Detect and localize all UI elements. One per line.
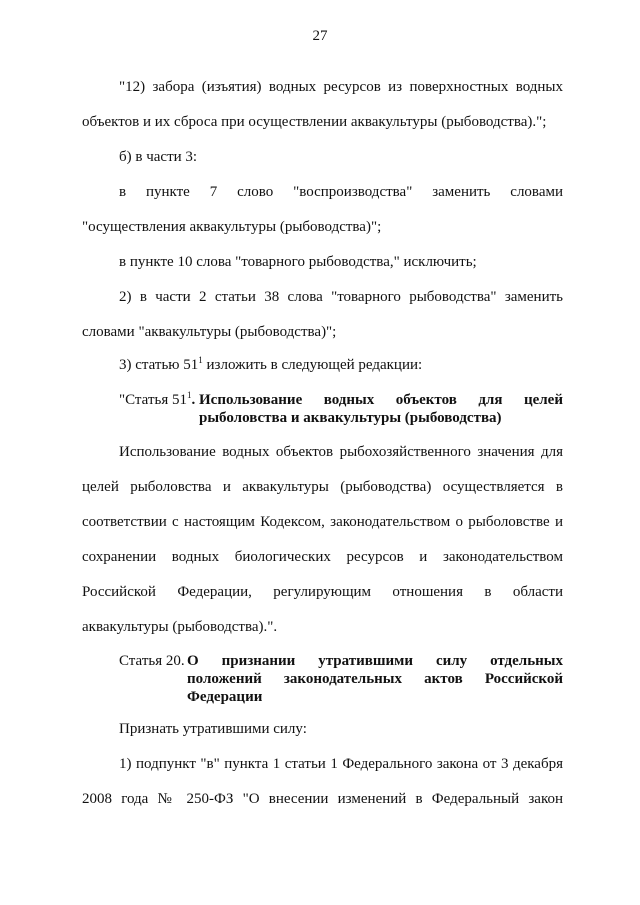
text-line: соответствии с настоящим Кодексом, законодательством о рыболовстве и <box>82 514 563 530</box>
text-line: словами "аквакультуры (рыбоводства)"; <box>82 324 337 340</box>
text-line: Признать утратившими силу: <box>119 721 307 737</box>
text-line: в пункте 7 слово "воспроизводства" заменить словами <box>119 184 563 200</box>
article-title: О признании утратившими силу отдельных положений законодательных актов Российской Федерации <box>187 653 563 705</box>
text-line: целей рыболовства и аквакультуры (рыбоводства) осуществляется в <box>82 479 563 495</box>
page-number: 27 <box>312 28 328 44</box>
text-line: в пункте 10 слова "товарного рыбоводства," исключить; <box>119 254 477 270</box>
article-label: "Статья $51^1$. <box>119 390 196 408</box>
text-line: Российской Федерации, регулирующим отношения в области <box>82 584 563 600</box>
text-line: Использование водных объектов рыбохозяйственного значения для <box>119 444 563 460</box>
text-line: сохранении водных биологических ресурсов и законодательством <box>82 549 563 565</box>
text-line: "12) забора (изъятия) водных ресурсов из поверхностных водных <box>119 79 563 95</box>
text-line: б) в части 3: <box>119 149 198 165</box>
text-line: 2) в части 2 статьи 38 слова "товарного рыбоводства" заменить <box>119 289 563 305</box>
article-label: Статья 20. <box>119 653 185 669</box>
article-51-heading <box>119 391 563 431</box>
text-line: аквакультуры (рыбоводства).". <box>82 619 278 635</box>
text-line: 1) подпункт "в" пункта 1 статьи 1 Федерального закона от 3 декабря <box>119 756 563 772</box>
text-line: 3) статью $51^1$ изложить в следующей редакции: <box>119 355 423 373</box>
text-line: объектов и их сброса при осуществлении аквакультуры (рыбоводства)."; <box>82 114 547 130</box>
article-20-heading <box>119 652 563 708</box>
text-line: "осуществления аквакультуры (рыбоводства)"; <box>82 219 382 235</box>
article-title: Использование водных объектов для целей рыболовства и аквакультуры (рыбоводства) <box>199 392 563 426</box>
text-line: 2008 года № 250-ФЗ "О внесении изменений в Федеральный закон <box>82 791 563 807</box>
